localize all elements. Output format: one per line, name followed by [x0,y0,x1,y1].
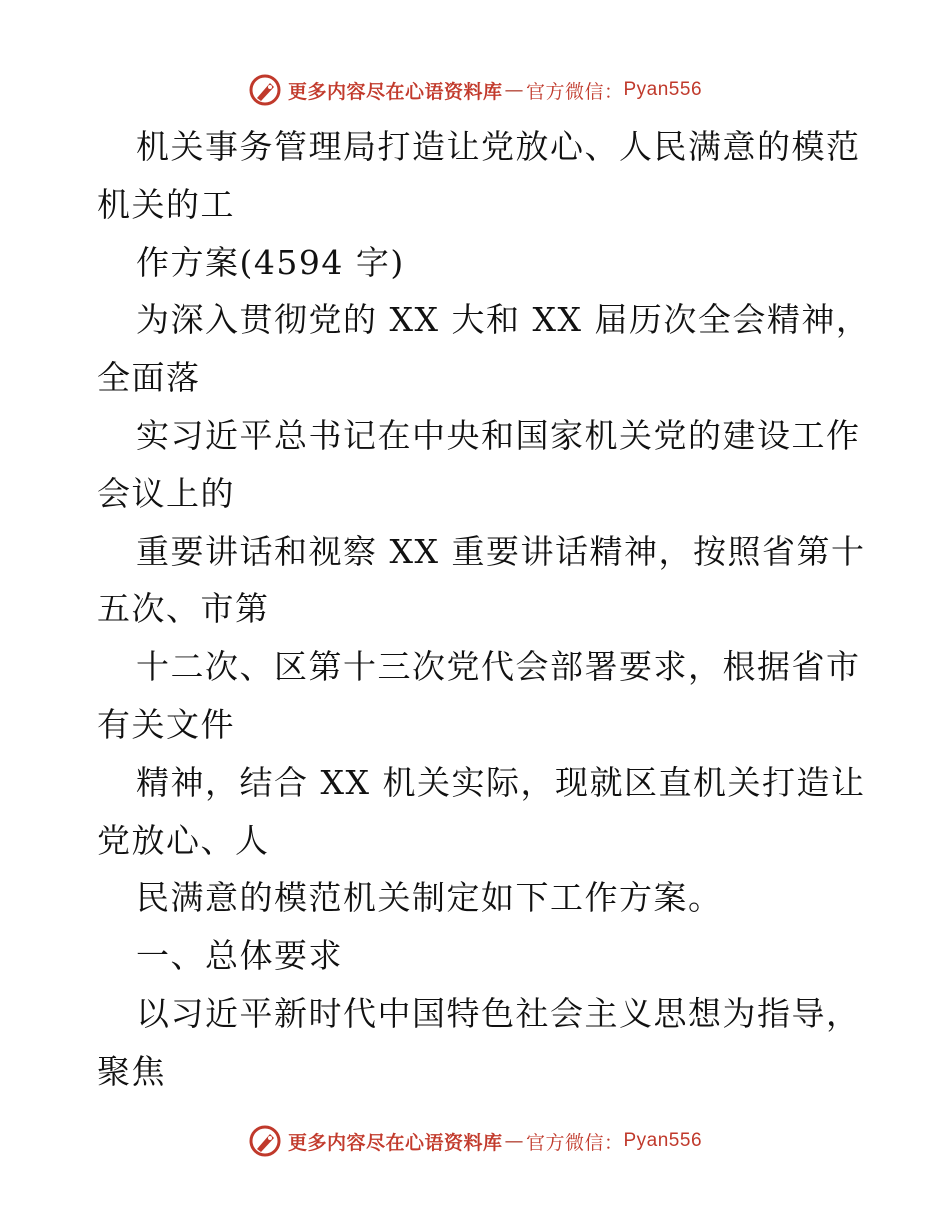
text-line: 聚焦 [97,1051,166,1091]
text-line: 重要讲话和视察 XX 重要讲话精神，按照省第十 [136,531,866,571]
text-line: 十二次、区第十三次党代会部署要求，根据省市 [136,647,861,687]
text-line: 有关文件 [97,704,235,744]
banner-wechat-label: 官方微信： [525,1131,624,1154]
text-line: 作方案(4594 字) [136,242,405,282]
text-line: 为深入贯彻党的 XX 大和 XX 届历次全会精神， [136,300,871,340]
text-line: 会议上的 [97,473,235,513]
text-line: 民满意的模范机关制定如下工作方案。 [136,878,723,918]
text-line: 五次、市第 [97,589,270,629]
document-body [97,118,871,1101]
text-line: 机关的工 [97,184,235,224]
banner-wechat-label: 官方微信： [525,80,624,103]
text-line: 一、总体要求 [136,936,343,976]
text-line: 实习近平总书记在中央和国家机关党的建设工作 [136,415,861,455]
text-line: 党放心、人 [97,820,270,860]
text-line: 机关事务管理局打造让党放心、人民满意的模范 [136,127,861,166]
text-line: 以习近平新时代中国特色社会主义思想为指导， [136,993,861,1033]
text-line: 全面落 [97,358,201,398]
banner-dash: — [504,1130,524,1152]
banner-main-text: 更多内容尽在心语资料库 [287,80,503,103]
pen-nib-logo-icon [248,1124,282,1158]
text-line: 精神，结合 XX 机关实际，现就区直机关打造让 [136,762,866,802]
banner-dash: — [504,79,524,101]
banner-main-text: 更多内容尽在心语资料库 [287,1131,503,1154]
header-banner [0,70,950,110]
pen-nib-logo-icon [248,73,282,107]
banner-wechat-id: Pyan556 [623,79,703,100]
banner-wechat-id: Pyan556 [623,1130,703,1151]
footer-banner [0,1121,950,1161]
